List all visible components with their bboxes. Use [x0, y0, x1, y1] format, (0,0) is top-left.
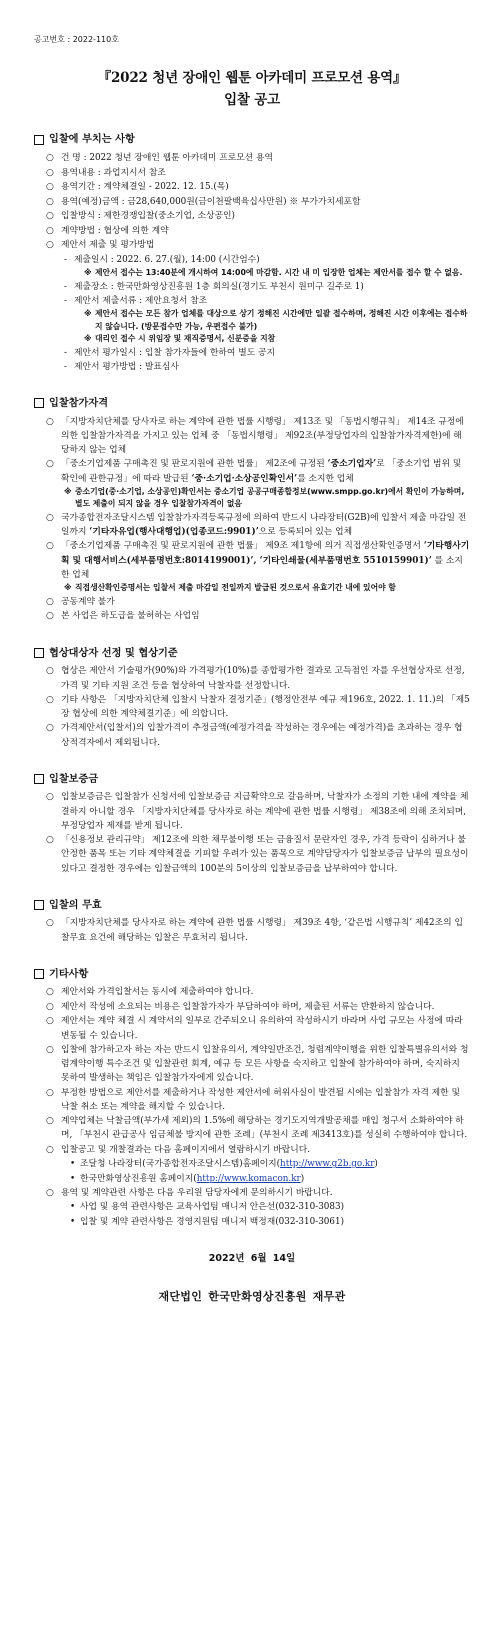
- checkbox-square-icon: [34, 135, 44, 145]
- section-heading: 입찰보증금: [34, 771, 470, 788]
- section-eligibility: [34, 395, 470, 624]
- checkbox-square-icon: [34, 774, 44, 784]
- reference-mark-icon: ※: [84, 309, 92, 319]
- section-bid-items: [34, 131, 470, 374]
- dot-bullet-icon: •: [70, 1159, 76, 1170]
- checkbox-square-icon: [34, 648, 44, 658]
- circle-bullet-icon: ○: [46, 1116, 54, 1127]
- list-item: ○ 입찰공고 및 개찰결과는 다음 홈페이지에서 열람하시기 바랍니다.: [34, 1143, 470, 1158]
- circle-bullet-icon: ○: [46, 225, 54, 236]
- circle-bullet-icon: ○: [46, 512, 54, 523]
- circle-bullet-icon: ○: [46, 694, 54, 705]
- checkbox-square-icon: [34, 900, 44, 910]
- list-item: ○ 협상은 제안서 기술평가(90%)와 가격평가(10%)를 종합평가한 결과로 고득점인 자를 우선협상자로 선정, 가격 및 기타 지원 조건 등을 협상하여 낙찰자를 선정합니다.: [34, 664, 470, 693]
- title-line-1: 『2022 청년 장애인 웹툰 아카데미 프로모션 용역』: [97, 69, 407, 86]
- dot-bullet-icon: •: [70, 1216, 76, 1227]
- section-invalid-bid: [34, 897, 470, 945]
- list-item: ○ 제안서 제출 및 평가방법: [34, 238, 470, 253]
- reference-mark-icon: ※: [84, 334, 92, 344]
- circle-bullet-icon: ○: [46, 240, 54, 251]
- list-item: ○ 「신용정보 관리규약」 제12조에 의한 채무불이행 또는 금융질서 문란자인 경우, 가격 등락이 심하거나 불안정한 품목 또는 기타 계약체결을 기피할 우려가 있는 품목으로 계약담당자가 입찰보증금 납부의 필요성이 있다고 결정한 경우에는 입찰금액의 100분의 5이상의 입찰보증금을 납부하여야 합니다.: [34, 833, 470, 876]
- circle-bullet-icon: ○: [46, 153, 54, 163]
- sub-item: - 제안서 제출서류 : 제안요청서 참조: [64, 296, 208, 307]
- sub-item: - 제출장소 : 한국만화영상진흥원 1층 회의실(경기도 부천시 원미구 길주로 1): [64, 281, 364, 292]
- list-item: ○ 가격제안서(입찰서)의 입찰가격이 추정금액(예정가격을 작성하는 경우에는 예정가격)을 초과하는 경우 협상적격자에서 제외됩니다.: [34, 721, 470, 750]
- list-item: ○ 공동계약 불가: [34, 595, 470, 610]
- list-item: ○ 부정한 방법으로 제안서를 제출하거나 작성한 제안서에 허위사실이 발견될 시에는 입찰참가 자격 제한 및 낙찰 취소 또는 계약을 해지할 수 있습니다.: [34, 1086, 470, 1115]
- notice-number: 공고번호 : 2022-110호: [34, 35, 119, 44]
- g2b-link[interactable]: http://www.g2b.go.kr: [280, 1159, 375, 1170]
- circle-bullet-icon: ○: [46, 918, 54, 929]
- circle-bullet-icon: ○: [46, 1087, 54, 1098]
- sub-item: - 제안서 평가방법 : 발표심사: [64, 361, 179, 372]
- list-item: ○ 계약업체는 낙찰금액(부가세 제외)의 1.5%에 해당하는 경기도지역개발공채를 매입 청구서 소화하여야 하며, 「부천시 관급공사 임금체불 방지에 관한 조례」(부천시 조례 제3413호)를 성실히 수행하여야 합니다.: [34, 1114, 470, 1143]
- circle-bullet-icon: ○: [46, 596, 54, 607]
- note: ※ 직접생산확인증명서는 입찰서 제출 마감일 전일까지 발급된 것으로서 유효기간 내에 있어야 함: [34, 582, 470, 594]
- sub-item: - 제안서 평가일시 : 입찰 참가자들에 한하여 별도 공지: [64, 347, 275, 358]
- list-item: ○ 계약방법 : 협상에 의한 계약: [34, 224, 470, 239]
- list-item: ○ 「지방자치단체를 당사자로 하는 계약에 관한 법률 시행령」 제13조 및 「동법시행규칙」 제14조 규정에 의한 입찰참가자격을 가지고 있는 업체 중 「동법시행령」 제92조(부정당업자의 입찰참가자격제한)에 해당하지 않는 업체: [34, 415, 470, 458]
- list-item: ○ 입찰에 참가하고자 하는 자는 반드시 입찰유의서, 계약일반조건, 청렴계약이행을 위한 입찰특별유의서와 청렴계약이행 특수조건 및 입찰관련 회계, 예규 등 모든 사항을 숙지하고 입찰에 참가하여야 하며, 숙지하지 못하여 발생하는 책임은 입찰참가자에게 있습니다.: [34, 1043, 470, 1086]
- reference-mark-icon: ※: [64, 486, 72, 496]
- link-item-g2b: • 조달청 나라장터(국가종합전자조달시스템)홈페이지(http://www.g2b.go.kr): [34, 1157, 470, 1171]
- list-item: ○ 제안서는 계약 체결 시 계약서의 일부로 간주되오니 유의하여 작성하시기 바라며 사업 규모는 사정에 따라 변동될 수 있습니다.: [34, 1014, 470, 1043]
- circle-bullet-icon: ○: [46, 196, 54, 207]
- circle-bullet-icon: ○: [46, 666, 54, 677]
- section-heading: 협상대상자 선정 및 협상기준: [34, 645, 470, 662]
- circle-bullet-icon: ○: [46, 1044, 54, 1055]
- announcement-date: 2022년 6월 14일: [208, 1252, 296, 1264]
- circle-bullet-icon: ○: [46, 1016, 54, 1027]
- circle-bullet-icon: ○: [46, 1187, 54, 1198]
- list-item: ○ 용역 및 계약관련 사항은 다음 우리원 담당자에게 문의하시기 바랍니다.: [34, 1186, 470, 1201]
- list-item: ○ 건 명 : 2022 청년 장애인 웹툰 아카데미 프로모션 용역: [34, 151, 470, 166]
- section-heading: 입찰의 무효: [34, 897, 470, 914]
- dot-bullet-icon: •: [70, 1173, 76, 1184]
- list-item: ○ 제안서 작성에 소요되는 비용은 입찰참가자가 부담하여야 하며, 제출된 서류는 반환하지 않습니다.: [34, 1000, 470, 1015]
- section-negotiation: [34, 645, 470, 750]
- circle-bullet-icon: ○: [46, 541, 54, 552]
- contact-item: • 사업 및 용역 관련사항은 교육사업팀 매니저 안은선(032-310-3083): [34, 1200, 470, 1214]
- section-other: [34, 966, 470, 1229]
- circle-bullet-icon: ○: [46, 459, 54, 470]
- note: ※ 제안서 접수는 13:40분에 개시하여 14:00에 마감함. 시간 내 미 입장한 업체는 제안서를 접수 할 수 없음.: [34, 267, 470, 279]
- note: ※ 중소기업(중·소기업, 소상공인)확인서는 중소기업 공공구매종합정보(www.smpp.go.kr)에서 확인이 가능하며, 별도 제출이 되지 않을 경우 입찰참가자격이 없음: [34, 486, 470, 511]
- link-item-komacon: • 한국만화영상진흥원 홈페이지(http://www.komacon.kr): [34, 1172, 470, 1186]
- note: ※ 제안서 접수는 모든 참가 업체를 대상으로 상기 정해진 시간에만 일괄 접수하며, 정해진 시간 이후에는 접수하지 않습니다. (방문접수만 가능, 우편접수 불가): [34, 308, 470, 333]
- section-bid-bond: [34, 771, 470, 876]
- list-item: ○ 용역(예정)금액 : 금28,640,000원(금이천팔백육십사만원) ※ 부가가치세포함: [34, 195, 470, 210]
- title-line-2: 입찰 공고: [224, 92, 280, 109]
- circle-bullet-icon: ○: [46, 835, 54, 846]
- circle-bullet-icon: ○: [46, 211, 54, 222]
- checkbox-square-icon: [34, 969, 44, 979]
- dot-bullet-icon: •: [70, 1202, 76, 1213]
- circle-bullet-icon: ○: [46, 167, 54, 178]
- circle-bullet-icon: ○: [46, 611, 54, 622]
- list-item: ○ 용역내용 : 과업지시서 참조: [34, 166, 470, 181]
- list-item: ○ 입찰보증금은 입찰참가 신청서에 입찰보증금 지급확약으로 갈음하며, 낙찰자가 소정의 기한 내에 계약을 체결하지 아니할 경우 「지방자치단체를 당사자로 하는 계약에 관한 법률 시행령」 제38조에 의해 조치되며, 부정당업자 제재를 받게 됩니다.: [34, 790, 470, 833]
- section-heading: 입찰참가자격: [34, 395, 470, 412]
- circle-bullet-icon: ○: [46, 792, 54, 803]
- issuing-organization: 재단법인 한국만화영상진흥원 재무관: [158, 1290, 346, 1304]
- komacon-link[interactable]: http://www.komacon.kr: [196, 1173, 301, 1184]
- list-item: ○ 입찰방식 : 제한경쟁입찰(중소기업, 소상공인): [34, 209, 470, 224]
- checkbox-square-icon: [34, 398, 44, 408]
- circle-bullet-icon: ○: [46, 987, 54, 998]
- list-item: ○ 기타 사항은 「지방자치단체 입찰시 낙찰자 결정기준」(행정안전부 예규 제196호, 2022. 1. 11.)의 「제5장 협상에 의한 계약체결기준」에 의합니다.: [34, 693, 470, 722]
- circle-bullet-icon: ○: [46, 1001, 54, 1012]
- circle-bullet-icon: ○: [46, 723, 54, 734]
- list-item: ○ 「중소기업제품 구매촉진 및 판로지원에 관한 법률」 제2조에 규정된 ‘중소기업자’로 「중소기업 범위 및 확인에 관한규정」에 따라 발급된 ‘중·소기업·소상공인확인서’를 소지한 업체: [34, 457, 470, 486]
- contact-item: • 입찰 및 계약 관련사항은 경영지원팀 매니저 백정재(032-310-3061): [34, 1215, 470, 1229]
- circle-bullet-icon: ○: [46, 182, 54, 193]
- sub-item: - 제출일시 : 2022. 6. 27.(월), 14:00 (시간엄수): [64, 255, 260, 266]
- circle-bullet-icon: ○: [46, 1144, 54, 1155]
- list-item: ○ 용역기간 : 계약체결일 - 2022. 12. 15.(목): [34, 180, 470, 195]
- document-title: [34, 67, 470, 112]
- list-item: ○ 제안서와 가격입찰서는 동시에 제출하여야 합니다.: [34, 985, 470, 1000]
- list-item: ○ 「중소기업제품 구매촉진 및 판로지원에 관한 법률」 제9조 제1항에 의거 직접생산확인증명서 ‘기타행사기획 및 대행서비스(세부품명번호:8014199001)’, ‘기타인쇄물(세부품명번호 5510159901)’ 를 소지한 업체: [34, 539, 470, 582]
- list-item: ○ 국가종합전자조달시스템 입찰참가자격등록규정에 의하여 반드시 나라장터(G2B)에 입찰서 제출 마감일 전일까지 ‘기타자유업(행사대행업)(업종코드:9901)’으로 등록되어 있는 업체: [34, 511, 470, 540]
- section-heading: 기타사항: [34, 966, 470, 983]
- reference-mark-icon: ※: [64, 583, 72, 593]
- section-heading: 입찰에 부치는 사항: [34, 131, 470, 148]
- list-item: ○ 본 사업은 하도급을 불허하는 사업임: [34, 609, 470, 624]
- circle-bullet-icon: ○: [46, 416, 54, 427]
- reference-mark-icon: ※: [84, 268, 92, 278]
- list-item: ○ 「지방자치단체를 당사자로 하는 계약에 관한 법률 시행령」 제39조 4항, ‘같은법 시행규칙’ 제42조의 입찰무효 요건에 해당하는 입찰은 무효처리 됩니다.: [34, 916, 470, 945]
- note: ※ 대리인 접수 시 위임장 및 재직증명서, 신분증을 지참: [34, 333, 470, 345]
